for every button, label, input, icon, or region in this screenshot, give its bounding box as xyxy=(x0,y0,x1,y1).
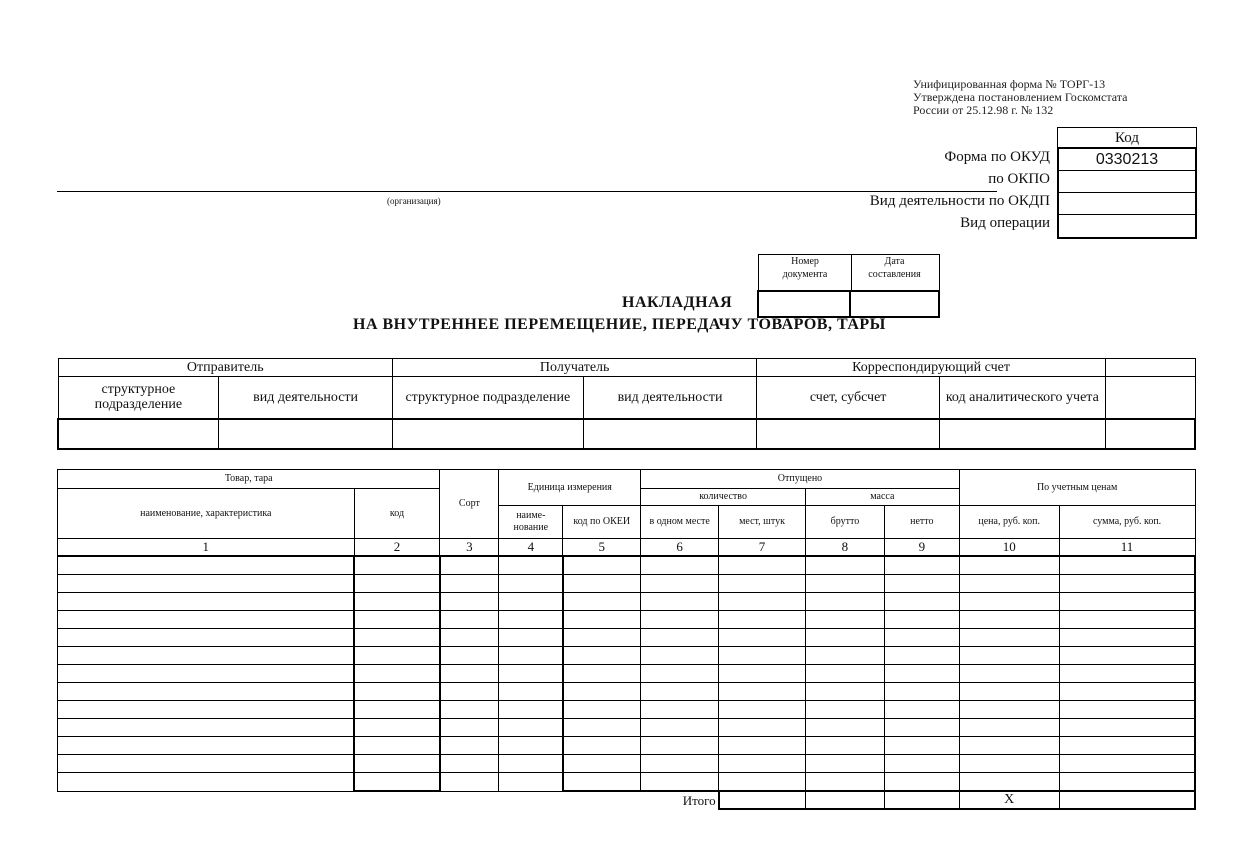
goods-cell[interactable] xyxy=(959,755,1059,773)
doc-title: НАКЛАДНАЯ xyxy=(622,294,733,311)
goods-row xyxy=(58,719,1196,737)
goods-cell[interactable] xyxy=(58,647,355,665)
goods-cell[interactable] xyxy=(805,683,884,701)
goods-row xyxy=(58,575,1196,593)
goods-cell[interactable] xyxy=(884,647,959,665)
col-number: 4 xyxy=(499,539,563,557)
goods-cell[interactable] xyxy=(959,683,1059,701)
blank-subheader xyxy=(1105,377,1195,419)
goods-cell[interactable] xyxy=(641,683,719,701)
goods-cell[interactable] xyxy=(959,737,1059,755)
goods-cell[interactable] xyxy=(440,629,499,647)
goods-cell[interactable] xyxy=(884,773,959,792)
released-header: Отпущено xyxy=(641,470,960,489)
goods-row xyxy=(58,611,1196,629)
receiver-header: Получатель xyxy=(392,359,756,377)
goods-cell[interactable] xyxy=(440,755,499,773)
net-header: нетто xyxy=(884,506,959,539)
goods-cell[interactable] xyxy=(58,755,355,773)
receiver-subdivision-field[interactable] xyxy=(392,419,583,449)
total-blank xyxy=(354,791,440,809)
okdp-code-field[interactable] xyxy=(1059,193,1195,215)
goods-cell[interactable] xyxy=(805,575,884,593)
goods-cell[interactable] xyxy=(58,719,355,737)
goods-tare-header: Товар, тара xyxy=(58,470,440,489)
goods-cell[interactable] xyxy=(58,556,355,575)
goods-cell[interactable] xyxy=(499,629,563,647)
goods-cell[interactable] xyxy=(884,556,959,575)
name-header: наименование, характеристика xyxy=(58,489,355,539)
goods-cell[interactable] xyxy=(58,629,355,647)
goods-cell[interactable] xyxy=(440,665,499,683)
goods-cell[interactable] xyxy=(641,737,719,755)
goods-row xyxy=(58,755,1196,773)
unit-name-header: наиме-нование xyxy=(499,506,563,539)
goods-row xyxy=(58,701,1196,719)
unit-code-header: код по ОКЕИ xyxy=(563,506,641,539)
goods-cell[interactable] xyxy=(641,701,719,719)
in-one-place-header: в одном месте xyxy=(641,506,719,539)
goods-cell[interactable] xyxy=(563,575,641,593)
okud-label: Форма по ОКУД xyxy=(944,149,1050,165)
goods-cell[interactable] xyxy=(959,647,1059,665)
goods-cell[interactable] xyxy=(58,665,355,683)
blank-header xyxy=(1105,359,1195,377)
goods-cell[interactable] xyxy=(563,593,641,611)
receiver-activity-field[interactable] xyxy=(583,419,757,449)
analytic-code-header: код аналитического учета xyxy=(939,377,1105,419)
form-line-1: Унифицированная форма № ТОРГ-13 xyxy=(913,77,1106,91)
col-number: 3 xyxy=(440,539,499,557)
goods-cell[interactable] xyxy=(719,719,806,737)
goods-row xyxy=(58,773,1196,792)
goods-row xyxy=(58,593,1196,611)
sender-activity-field[interactable] xyxy=(219,419,393,449)
operation-code-field[interactable] xyxy=(1059,215,1195,237)
goods-cell[interactable] xyxy=(884,665,959,683)
col-number: 2 xyxy=(354,539,440,557)
goods-cell[interactable] xyxy=(563,647,641,665)
goods-cell[interactable] xyxy=(58,593,355,611)
goods-cell[interactable] xyxy=(58,773,355,792)
sort-header: Сорт xyxy=(440,470,499,539)
places-header: мест, штук xyxy=(719,506,806,539)
sum-header: сумма, руб. коп. xyxy=(1059,506,1195,539)
goods-cell[interactable] xyxy=(499,647,563,665)
goods-cell[interactable] xyxy=(58,737,355,755)
code-col-header: код xyxy=(354,489,440,539)
sender-subdivision-header: структурное подразделение xyxy=(58,377,219,419)
goods-cell[interactable] xyxy=(440,556,499,575)
goods-cell[interactable] xyxy=(354,593,440,611)
goods-cell[interactable] xyxy=(563,773,641,792)
doc-date-header xyxy=(850,254,940,291)
goods-cell[interactable] xyxy=(354,719,440,737)
goods-cell[interactable] xyxy=(440,683,499,701)
goods-cell[interactable] xyxy=(719,556,806,575)
goods-cell[interactable] xyxy=(805,593,884,611)
goods-cell[interactable] xyxy=(884,755,959,773)
goods-cell[interactable] xyxy=(354,556,440,575)
goods-cell[interactable] xyxy=(354,701,440,719)
goods-cell[interactable] xyxy=(1059,683,1195,701)
total-net-field[interactable] xyxy=(884,791,959,809)
goods-cell[interactable] xyxy=(499,755,563,773)
goods-cell[interactable] xyxy=(719,647,806,665)
goods-cell[interactable] xyxy=(884,701,959,719)
goods-cell[interactable] xyxy=(499,665,563,683)
goods-cell[interactable] xyxy=(884,629,959,647)
goods-cell[interactable] xyxy=(884,719,959,737)
goods-cell[interactable] xyxy=(563,611,641,629)
goods-cell[interactable] xyxy=(354,665,440,683)
doc-date-field[interactable] xyxy=(849,290,940,318)
goods-cell[interactable] xyxy=(58,611,355,629)
goods-cell[interactable] xyxy=(440,701,499,719)
col-number: 11 xyxy=(1059,539,1195,557)
goods-row xyxy=(58,737,1196,755)
total-blank xyxy=(58,791,355,809)
goods-cell[interactable] xyxy=(719,683,806,701)
goods-cell[interactable] xyxy=(58,701,355,719)
unit-header: Единица измерения xyxy=(499,470,641,506)
doc-number-label-2: документа xyxy=(782,269,828,280)
goods-cell[interactable] xyxy=(641,629,719,647)
parties-table xyxy=(57,358,1196,450)
goods-cell[interactable] xyxy=(719,575,806,593)
goods-cell[interactable] xyxy=(959,611,1059,629)
goods-cell[interactable] xyxy=(805,611,884,629)
goods-cell[interactable] xyxy=(641,611,719,629)
goods-cell[interactable] xyxy=(641,556,719,575)
goods-cell[interactable] xyxy=(563,665,641,683)
col-number: 6 xyxy=(641,539,719,557)
goods-cell[interactable] xyxy=(805,773,884,792)
goods-cell[interactable] xyxy=(440,611,499,629)
doc-subtitle: НА ВНУТРЕННЕЕ ПЕРЕМЕЩЕНИЕ, ПЕРЕДАЧУ ТОВАРОВ, ТАРЫ xyxy=(353,316,886,333)
goods-cell[interactable] xyxy=(959,556,1059,575)
doc-date-label-1: Дата xyxy=(884,256,905,267)
subaccount-field[interactable] xyxy=(757,419,940,449)
goods-cell[interactable] xyxy=(1059,737,1195,755)
price-header: цена, руб. коп. xyxy=(959,506,1059,539)
col-number: 8 xyxy=(805,539,884,557)
goods-cell[interactable] xyxy=(58,683,355,701)
goods-cell[interactable] xyxy=(563,683,641,701)
sender-subdivision-field[interactable] xyxy=(58,419,219,449)
col-number: 9 xyxy=(884,539,959,557)
goods-cell[interactable] xyxy=(641,647,719,665)
goods-cell[interactable] xyxy=(641,773,719,792)
goods-cell[interactable] xyxy=(354,629,440,647)
goods-cell[interactable] xyxy=(499,611,563,629)
goods-cell[interactable] xyxy=(499,575,563,593)
receiver-activity-header: вид деятельности xyxy=(583,377,757,419)
col-number: 7 xyxy=(719,539,806,557)
okpo-label: по ОКПО xyxy=(988,171,1050,187)
goods-cell[interactable] xyxy=(440,773,499,792)
goods-cell[interactable] xyxy=(719,737,806,755)
goods-cell[interactable] xyxy=(354,575,440,593)
total-blank xyxy=(499,791,563,809)
goods-cell[interactable] xyxy=(959,629,1059,647)
doc-number-field[interactable] xyxy=(757,290,851,318)
total-blank xyxy=(563,791,641,809)
goods-cell[interactable] xyxy=(440,575,499,593)
doc-number-label-1: Номер xyxy=(791,256,819,267)
goods-row xyxy=(58,629,1196,647)
goods-cell[interactable] xyxy=(563,719,641,737)
goods-cell[interactable] xyxy=(805,647,884,665)
goods-cell[interactable] xyxy=(354,773,440,792)
goods-cell[interactable] xyxy=(440,647,499,665)
goods-cell[interactable] xyxy=(354,755,440,773)
okud-code-field[interactable]: 0330213 xyxy=(1059,149,1195,171)
quantity-header: количество xyxy=(641,489,806,506)
doc-date-label-2: составления xyxy=(868,269,921,280)
goods-cell[interactable] xyxy=(1059,773,1195,792)
goods-cell[interactable] xyxy=(959,773,1059,792)
goods-cell[interactable] xyxy=(1059,629,1195,647)
operation-label: Вид операции xyxy=(960,215,1050,231)
goods-cell[interactable] xyxy=(354,647,440,665)
goods-cell[interactable] xyxy=(884,575,959,593)
col-number: 1 xyxy=(58,539,355,557)
form-approval-note xyxy=(913,78,1127,117)
goods-cell[interactable] xyxy=(641,593,719,611)
goods-cell[interactable] xyxy=(1059,719,1195,737)
goods-cell[interactable] xyxy=(805,719,884,737)
total-label: Итого xyxy=(682,792,716,808)
goods-cell[interactable] xyxy=(641,575,719,593)
code-header: Код xyxy=(1057,127,1197,148)
subaccount-header: счет, субсчет xyxy=(757,377,940,419)
goods-cell[interactable] xyxy=(58,575,355,593)
gross-header: брутто xyxy=(805,506,884,539)
goods-cell[interactable] xyxy=(1059,647,1195,665)
goods-cell[interactable] xyxy=(440,737,499,755)
goods-cell[interactable] xyxy=(805,755,884,773)
goods-cell[interactable] xyxy=(641,665,719,683)
total-places-field[interactable] xyxy=(719,791,806,809)
goods-cell[interactable] xyxy=(805,665,884,683)
goods-cell[interactable] xyxy=(959,665,1059,683)
goods-cell[interactable] xyxy=(805,701,884,719)
goods-rows xyxy=(58,556,1196,791)
goods-row xyxy=(58,556,1196,575)
goods-row xyxy=(58,647,1196,665)
goods-cell[interactable] xyxy=(354,683,440,701)
okpo-code-field[interactable] xyxy=(1059,171,1195,193)
col-number: 10 xyxy=(959,539,1059,557)
code-box xyxy=(1057,147,1197,239)
account-header: Корреспондирующий счет xyxy=(757,359,1105,377)
extra-field[interactable] xyxy=(1105,419,1195,449)
goods-cell[interactable] xyxy=(805,737,884,755)
analytic-code-field[interactable] xyxy=(939,419,1105,449)
goods-cell[interactable] xyxy=(1059,611,1195,629)
organization-caption: (организация) xyxy=(387,196,441,206)
doc-number-header xyxy=(758,254,852,291)
goods-cell[interactable] xyxy=(563,629,641,647)
column-numbers-row xyxy=(58,539,1196,557)
goods-cell[interactable] xyxy=(1059,575,1195,593)
goods-cell[interactable] xyxy=(719,701,806,719)
goods-cell[interactable] xyxy=(354,737,440,755)
total-price-mark: X xyxy=(959,791,1059,809)
goods-cell[interactable] xyxy=(499,593,563,611)
goods-cell[interactable] xyxy=(805,556,884,575)
goods-cell[interactable] xyxy=(499,773,563,792)
sender-activity-header: вид деятельности xyxy=(219,377,393,419)
goods-cell[interactable] xyxy=(719,629,806,647)
mass-header: масса xyxy=(805,489,959,506)
goods-cell[interactable] xyxy=(563,755,641,773)
sender-header: Отправитель xyxy=(58,359,392,377)
goods-cell[interactable] xyxy=(1059,701,1195,719)
goods-cell[interactable] xyxy=(641,755,719,773)
goods-row xyxy=(58,683,1196,701)
goods-cell[interactable] xyxy=(719,773,806,792)
goods-cell[interactable] xyxy=(499,719,563,737)
goods-cell[interactable] xyxy=(499,737,563,755)
goods-cell[interactable] xyxy=(719,593,806,611)
goods-cell[interactable] xyxy=(884,593,959,611)
goods-cell[interactable] xyxy=(959,701,1059,719)
total-row xyxy=(58,791,1196,809)
goods-cell[interactable] xyxy=(884,737,959,755)
goods-cell[interactable] xyxy=(440,593,499,611)
goods-cell[interactable] xyxy=(563,556,641,575)
goods-cell[interactable] xyxy=(354,611,440,629)
goods-cell[interactable] xyxy=(719,665,806,683)
goods-cell[interactable] xyxy=(440,719,499,737)
receiver-subdivision-header: структурное подразделение xyxy=(392,377,583,419)
total-blank xyxy=(440,791,499,809)
form-line-3: России от 25.12.98 г. № 132 xyxy=(913,103,1054,117)
goods-cell[interactable] xyxy=(563,701,641,719)
goods-cell[interactable] xyxy=(1059,593,1195,611)
col-number: 5 xyxy=(563,539,641,557)
goods-cell[interactable] xyxy=(1059,755,1195,773)
total-sum-field[interactable] xyxy=(1059,791,1195,809)
goods-cell[interactable] xyxy=(719,611,806,629)
total-gross-field[interactable] xyxy=(805,791,884,809)
goods-cell[interactable] xyxy=(1059,665,1195,683)
goods-table xyxy=(57,469,1196,810)
goods-cell[interactable] xyxy=(719,755,806,773)
organization-line[interactable] xyxy=(57,191,997,192)
goods-cell[interactable] xyxy=(563,737,641,755)
goods-cell[interactable] xyxy=(959,593,1059,611)
prices-header: По учетным ценам xyxy=(959,470,1195,506)
goods-cell[interactable] xyxy=(499,556,563,575)
goods-cell[interactable] xyxy=(884,683,959,701)
goods-row xyxy=(58,665,1196,683)
goods-cell[interactable] xyxy=(499,683,563,701)
goods-cell[interactable] xyxy=(805,629,884,647)
goods-cell[interactable] xyxy=(1059,556,1195,575)
goods-cell[interactable] xyxy=(959,575,1059,593)
goods-cell[interactable] xyxy=(499,701,563,719)
goods-cell[interactable] xyxy=(641,719,719,737)
form-line-2: Утверждена постановлением Госкомстата xyxy=(913,90,1128,104)
goods-cell[interactable] xyxy=(959,719,1059,737)
okdp-label: Вид деятельности по ОКДП xyxy=(869,193,1050,209)
goods-cell[interactable] xyxy=(884,611,959,629)
